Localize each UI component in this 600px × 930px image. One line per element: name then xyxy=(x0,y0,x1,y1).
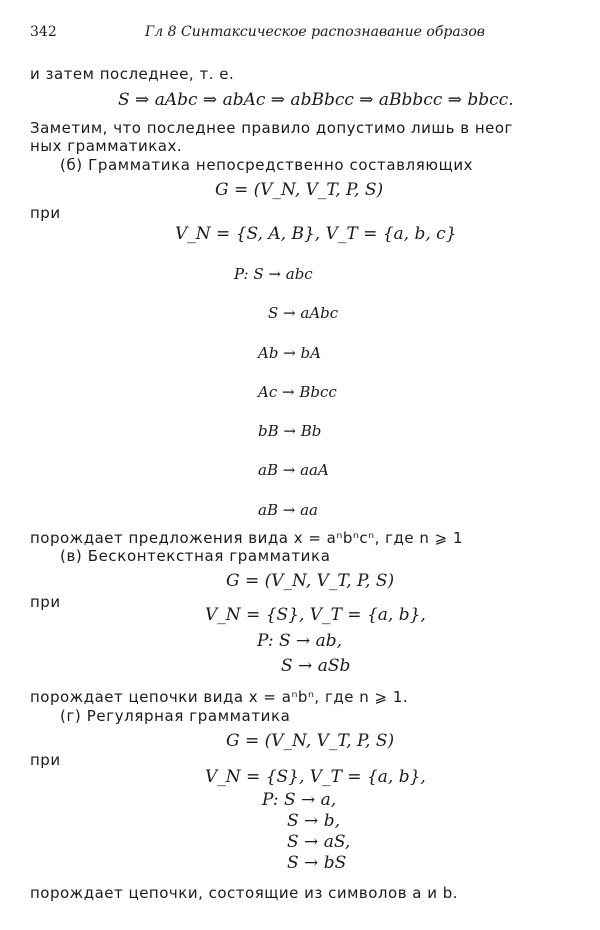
production-rule: S → b, xyxy=(287,811,340,831)
text-line: и затем последнее, т. е. xyxy=(30,65,235,83)
production-rule: Ac → Bbcc xyxy=(258,383,337,401)
production-rule: aB → aa xyxy=(258,501,318,519)
section-heading: (б) Грамматика непосредственно составляющих xyxy=(60,156,474,174)
text-line: порождает цепочки, состоящие из символов a и b. xyxy=(30,884,459,902)
production-rule: aB → aaA xyxy=(258,461,329,479)
text-line: ных грамматиках. xyxy=(30,137,183,155)
section-heading: (г) Регулярная грамматика xyxy=(60,707,291,725)
production-rule: S → aS, xyxy=(287,832,351,852)
production-rule: P: S → a, xyxy=(262,790,337,810)
grammar-definition: G = (V_N, V_T, P, S) xyxy=(226,731,395,751)
grammar-definition: G = (V_N, V_T, P, S) xyxy=(215,180,384,200)
alphabet-definition: V_N = {S}, V_T = {a, b}, xyxy=(205,605,426,625)
alphabet-definition: V_N = {S, A, B}, V_T = {a, b, c} xyxy=(175,224,457,244)
derivation-formula: S ⇒ aAbc ⇒ abAc ⇒ abBbcc ⇒ aBbbcc ⇒ bbcc. xyxy=(118,90,514,110)
production-rule: Ab → bA xyxy=(258,344,321,362)
text-line: порождает цепочки вида x = aⁿbⁿ, где n ⩾ 1. xyxy=(30,688,409,706)
production-rule: bB → Bb xyxy=(258,422,322,440)
text-line: Заметим, что последнее правило допустимо лишь в неог xyxy=(30,119,513,137)
production-rule: P: S → abc xyxy=(234,265,313,283)
section-heading: (в) Бесконтекстная грамматика xyxy=(60,547,331,565)
running-title: Гл 8 Синтаксическое распознавание образов xyxy=(145,24,485,40)
text-line: порождает предложения вида x = aⁿbⁿcⁿ, где n ⩾ 1 xyxy=(30,529,464,547)
production-rule: S → aSb xyxy=(281,656,351,676)
grammar-definition: G = (V_N, V_T, P, S) xyxy=(226,571,395,591)
page-number: 342 xyxy=(30,24,57,40)
alphabet-definition: V_N = {S}, V_T = {a, b}, xyxy=(205,767,426,787)
production-rule: S → aAbc xyxy=(268,304,339,322)
text-line: при xyxy=(30,204,61,222)
production-rule: P: S → ab, xyxy=(257,631,343,651)
production-rule: S → bS xyxy=(287,853,347,873)
text-line: при xyxy=(30,593,61,611)
text-line: при xyxy=(30,751,61,769)
